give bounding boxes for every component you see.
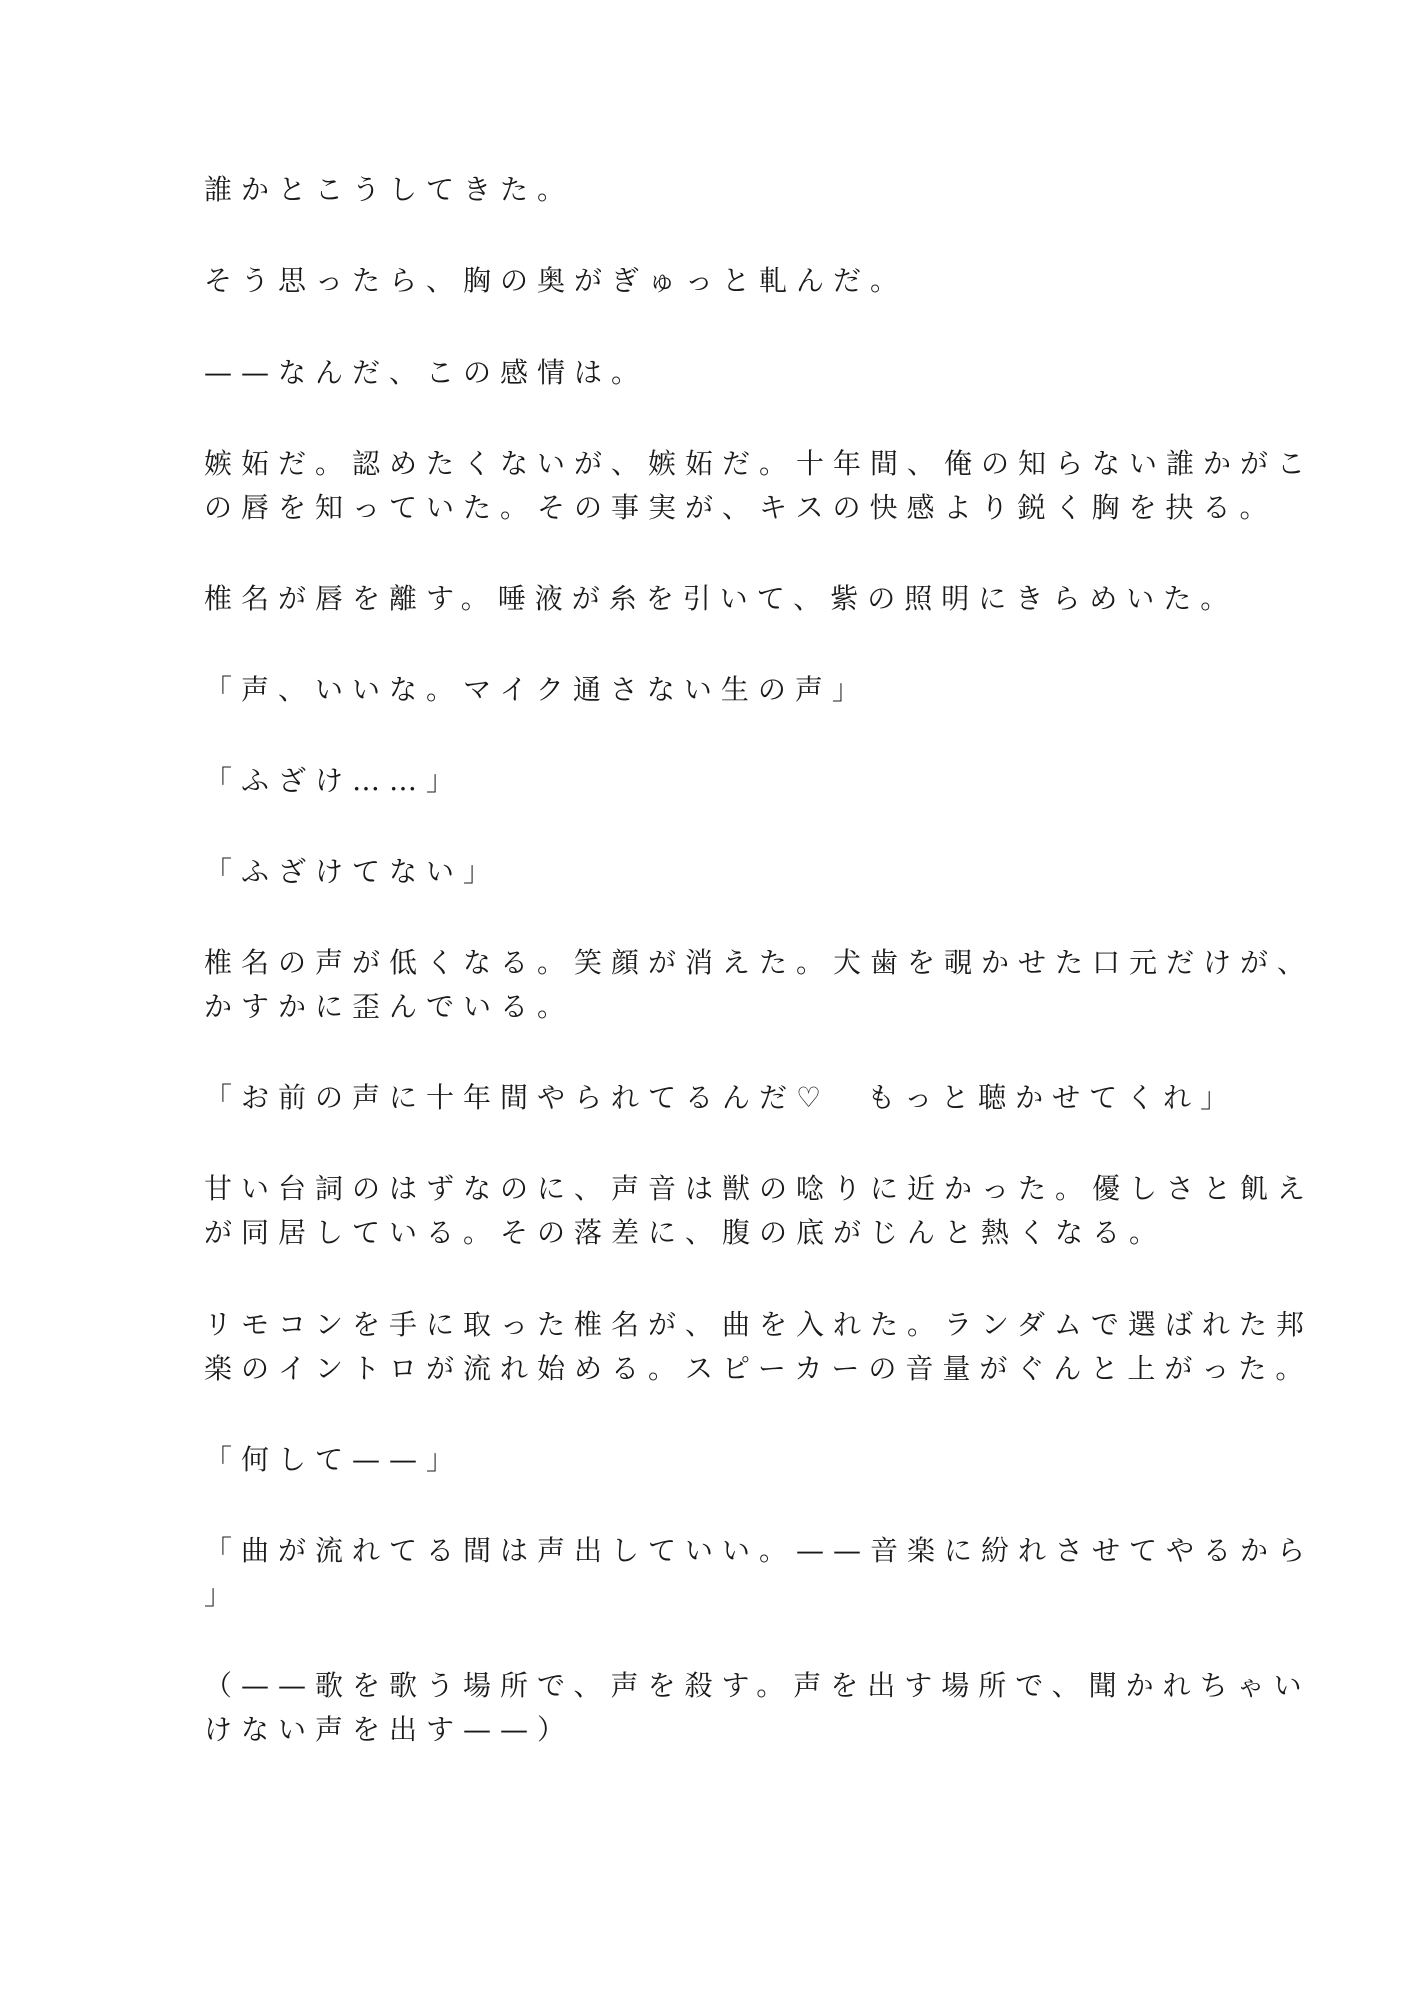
text-line: かすかに歪んでいる。: [204, 990, 575, 1023]
text-line: けない声を出す——）: [204, 1713, 575, 1746]
paragraph: [204, 1167, 1315, 1255]
paragraph: [204, 1303, 1313, 1391]
text-line: そう思ったら、胸の奥がぎゅっと軋んだ。: [204, 264, 908, 297]
text-line: 誰かとこうしてきた。: [204, 173, 575, 206]
paragraph: [204, 1438, 1184, 1482]
paragraph: [204, 941, 1315, 1029]
text-line: 「ふざけてない」: [204, 855, 501, 888]
paragraph: [204, 1529, 1315, 1617]
paragraph: [204, 1664, 1311, 1752]
paragraph: [204, 577, 1238, 621]
text-line: 楽のイントロが流れ始める。スピーカーの音量がぐんと上がった。: [204, 1352, 1313, 1385]
text-line: 「お前の声に十年間やられてるんだ♡ もっと聴かせてくれ」: [204, 1081, 1238, 1114]
paragraph: [204, 668, 1184, 712]
text-line: 甘い台詞のはずなのに、声音は獣の唸りに近かった。優しさと飢え: [204, 1172, 1315, 1205]
paragraph: [204, 759, 1184, 803]
paragraph: [204, 351, 1184, 395]
text-line: 「曲が流れてる間は声出していい。——音楽に紛れさせてやるから: [204, 1534, 1315, 1567]
text-line: 嫉妬だ。認めたくないが、嫉妬だ。十年間、俺の知らない誰かがこ: [204, 447, 1315, 480]
paragraph: [204, 442, 1315, 530]
text-line: 」: [204, 1578, 242, 1611]
text-line: 椎名の声が低くなる。笑顔が消えた。犬歯を覗かせた口元だけが、: [204, 946, 1315, 979]
paragraph: [204, 168, 1184, 212]
text-line: リモコンを手に取った椎名が、曲を入れた。ランダムで選ばれた邦: [204, 1308, 1313, 1341]
paragraph: [204, 259, 1184, 303]
text-line: 椎名が唇を離す。唾液が糸を引いて、紫の照明にきらめいた。: [204, 582, 1238, 615]
paragraph: [204, 850, 1184, 894]
text-line: 「何して——」: [204, 1443, 464, 1476]
text-line: ——なんだ、この感情は。: [204, 356, 649, 389]
text-line: の唇を知っていた。その事実が、キスの快感より鋭く胸を抉る。: [204, 491, 1277, 524]
paragraph: [204, 1076, 1238, 1120]
text-line: 「ふざけ……」: [204, 764, 464, 797]
text-line: 「声、いいな。マイク通さない生の声」: [204, 673, 869, 706]
text-line: （——歌を歌う場所で、声を殺す。声を出す場所で、聞かれちゃい: [204, 1669, 1311, 1702]
text-line: が同居している。その落差に、腹の底がじんと熱くなる。: [204, 1216, 1167, 1249]
